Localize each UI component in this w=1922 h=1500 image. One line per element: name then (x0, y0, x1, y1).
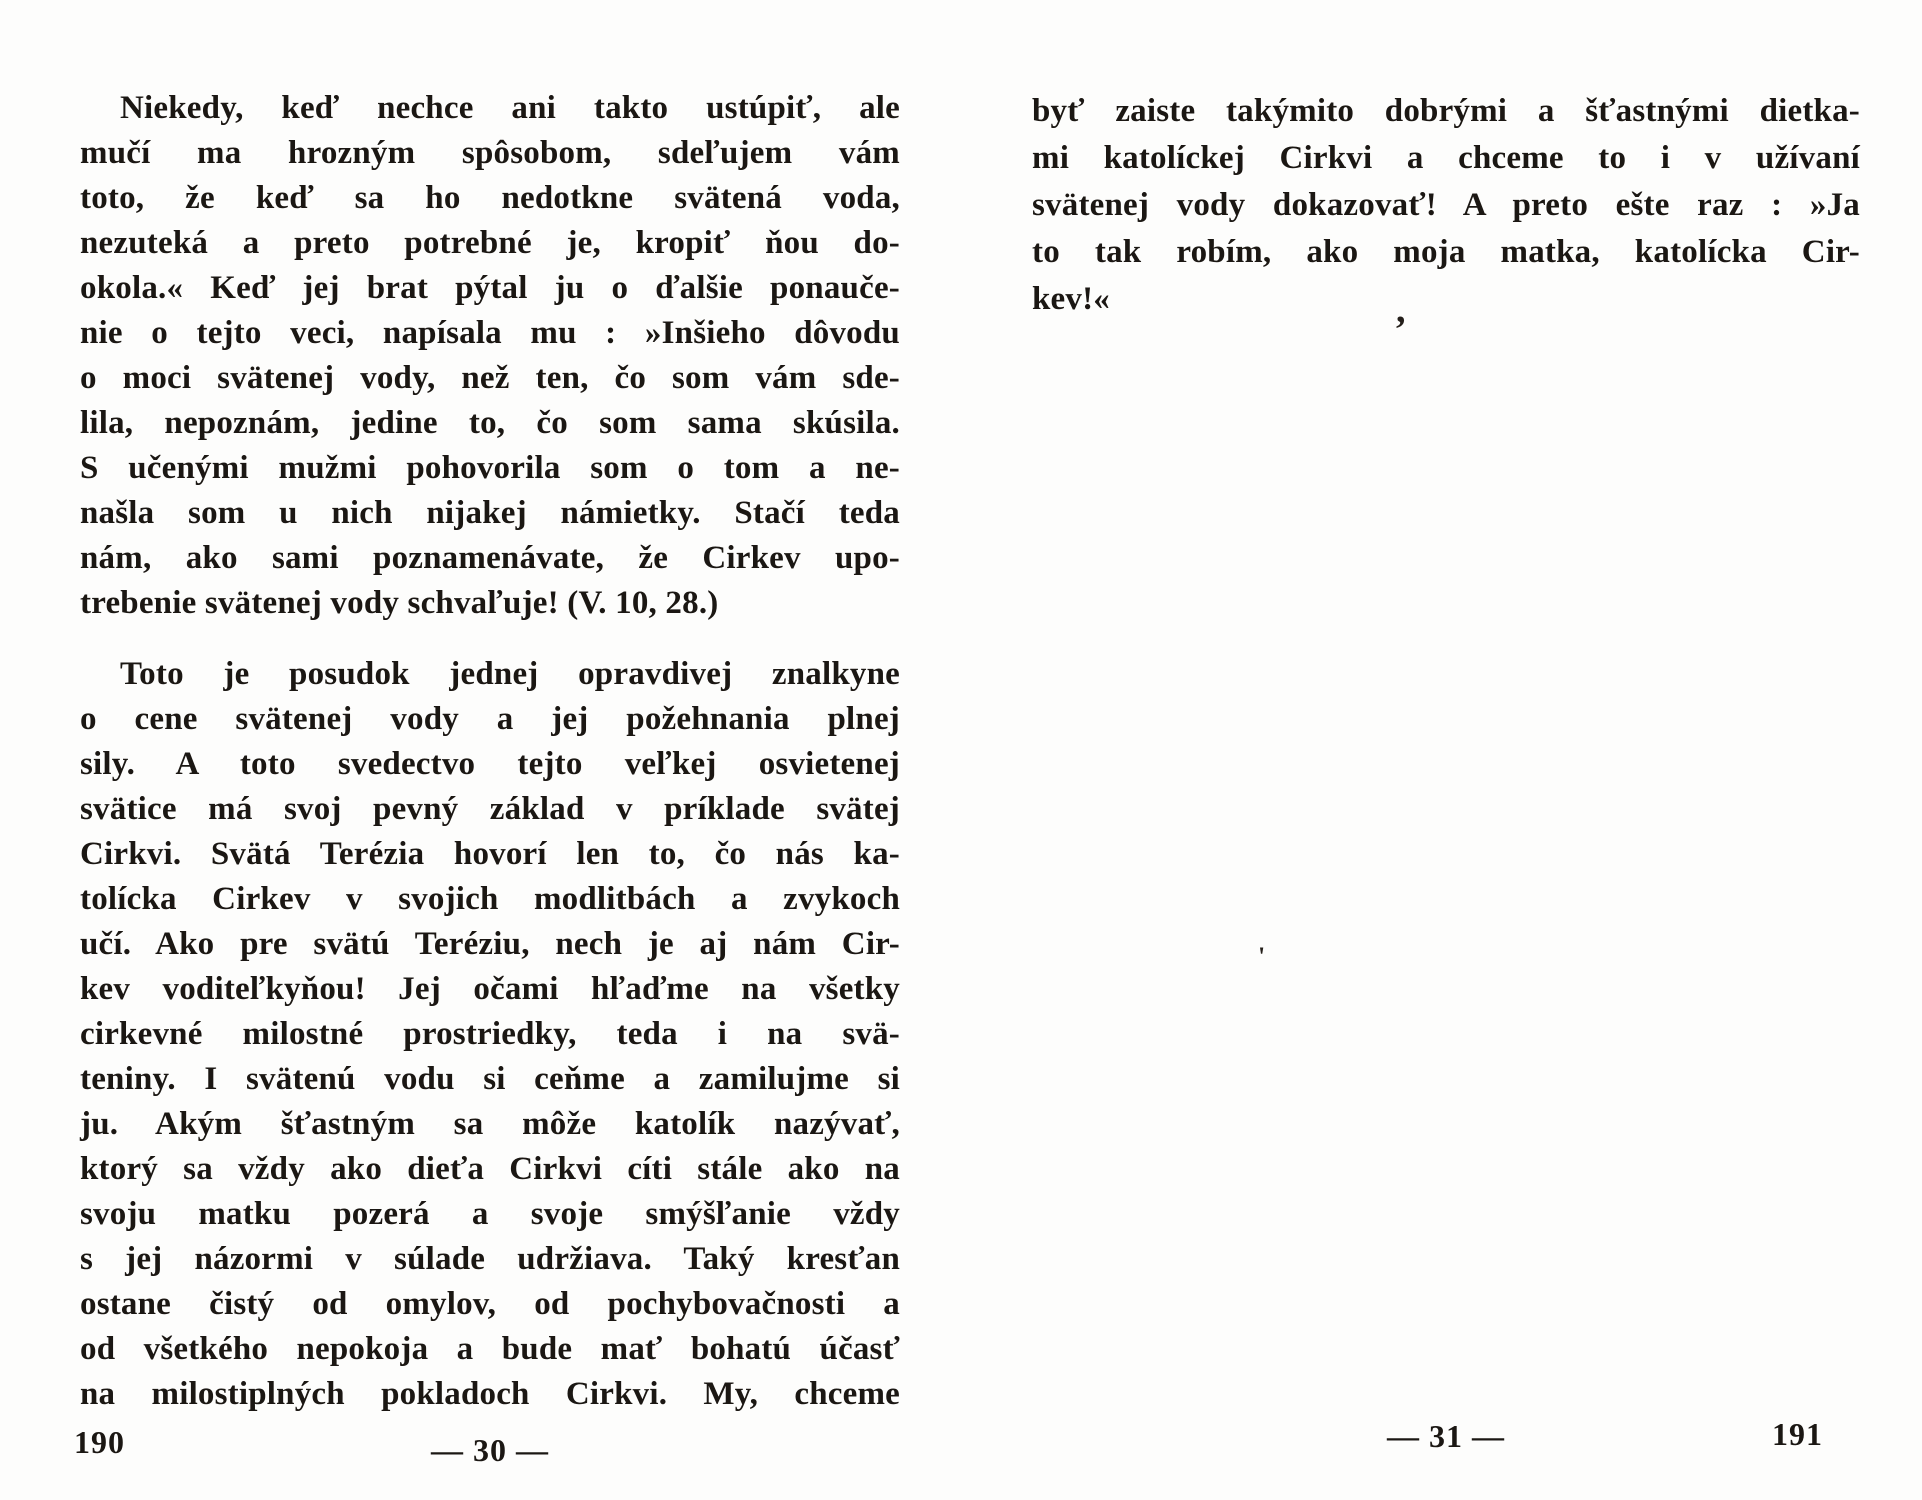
text-line: cirkevné milostné prostriedky, teda i na svä- (80, 1016, 900, 1052)
folio-center-31: — 31 — (1387, 1418, 1505, 1454)
right-page-paragraph-1 (1032, 88, 1860, 323)
text-line: Cirkvi. Svätá Terézia hovorí len to, čo nás ka- (80, 836, 900, 872)
text-line: svätice má svoj pevný základ v príklade svätej (80, 791, 900, 827)
text-line: svätenej vody dokazovať! A preto ešte raz : »Ja (1032, 187, 1860, 223)
text-line: okola.« Keď jej brat pýtal ju o ďalšie ponauče- (80, 270, 900, 306)
text-line: to tak robím, ako moja matka, katolícka Cir- (1032, 234, 1860, 270)
text-line: mi katolíckej Cirkvi a chceme to i v užívaní (1032, 140, 1860, 176)
page-number-191: 191 (1772, 1416, 1823, 1452)
text-line: kev voditeľkyňou! Jej očami hľaďme na všetky (80, 971, 900, 1007)
ink-speck: ' (1258, 942, 1266, 971)
text-line: o cene svätenej vody a jej požehnania plnej (80, 701, 900, 737)
text-line: trebenie svätenej vody schvaľuje! (V. 10, 28.) (80, 585, 719, 621)
right-page (1032, 88, 1860, 323)
text-line: lila, nepoznám, jedine to, čo som sama skúsila. (80, 405, 900, 441)
text-line: svoju matku pozerá a svoje smýšľanie vždy (80, 1196, 900, 1232)
left-page (80, 86, 900, 1417)
text-line: na milostiplných pokladoch Cirkvi. My, chceme (80, 1376, 900, 1412)
page-number-190: 190 (74, 1424, 125, 1460)
text-line: ju. Akým šťastným sa môže katolík nazývať, (80, 1106, 900, 1142)
folio-center-30: — 30 — (431, 1432, 549, 1468)
text-line: sily. A toto svedectvo tejto veľkej osvietenej (80, 746, 900, 782)
text-line: Toto je posudok jednej opravdivej znalkyne (120, 656, 900, 692)
text-line: kev!« (1032, 281, 1110, 317)
text-line: S učenými mužmi pohovorila som o tom a ne- (80, 450, 900, 486)
text-line: nám, ako sami poznamenávate, že Cirkev upo- (80, 540, 900, 576)
left-page-paragraph-2 (80, 652, 900, 1417)
ink-speck: , (1396, 289, 1406, 331)
text-line: tolícka Cirkev v svojich modlitbách a zvykoch (80, 881, 900, 917)
text-line: učí. Ako pre svätú Teréziu, nech je aj nám Cir- (80, 926, 900, 962)
text-line: teniny. I svätenú vodu si ceňme a zamilujme si (80, 1061, 900, 1097)
text-line: mučí ma hrozným spôsobom, sdeľujem vám (80, 135, 900, 171)
text-line: našla som u nich nijakej námietky. Stačí teda (80, 495, 900, 531)
text-line: nezuteká a preto potrebné je, kropiť ňou do- (80, 225, 900, 261)
text-line: s jej názormi v súlade udržiava. Taký kresťan (80, 1241, 900, 1277)
left-page-paragraph-1 (80, 86, 900, 626)
text-line: nie o tejto veci, napísala mu : »Inšieho dôvodu (80, 315, 900, 351)
text-line: ostane čistý od omylov, od pochybovačnosti a (80, 1286, 900, 1322)
text-line: toto, že keď sa ho nedotkne svätená voda, (80, 180, 900, 216)
text-line: od všetkého nepokoja a bude mať bohatú účasť (80, 1331, 900, 1367)
text-line: byť zaiste takýmito dobrými a šťastnými dietka- (1032, 93, 1860, 129)
text-line: o moci svätenej vody, než ten, čo som vám sde- (80, 360, 900, 396)
text-line: Niekedy, keď nechce ani takto ustúpiť, ale (120, 90, 900, 126)
text-line: ktorý sa vždy ako dieťa Cirkvi cíti stále ako na (80, 1151, 900, 1187)
